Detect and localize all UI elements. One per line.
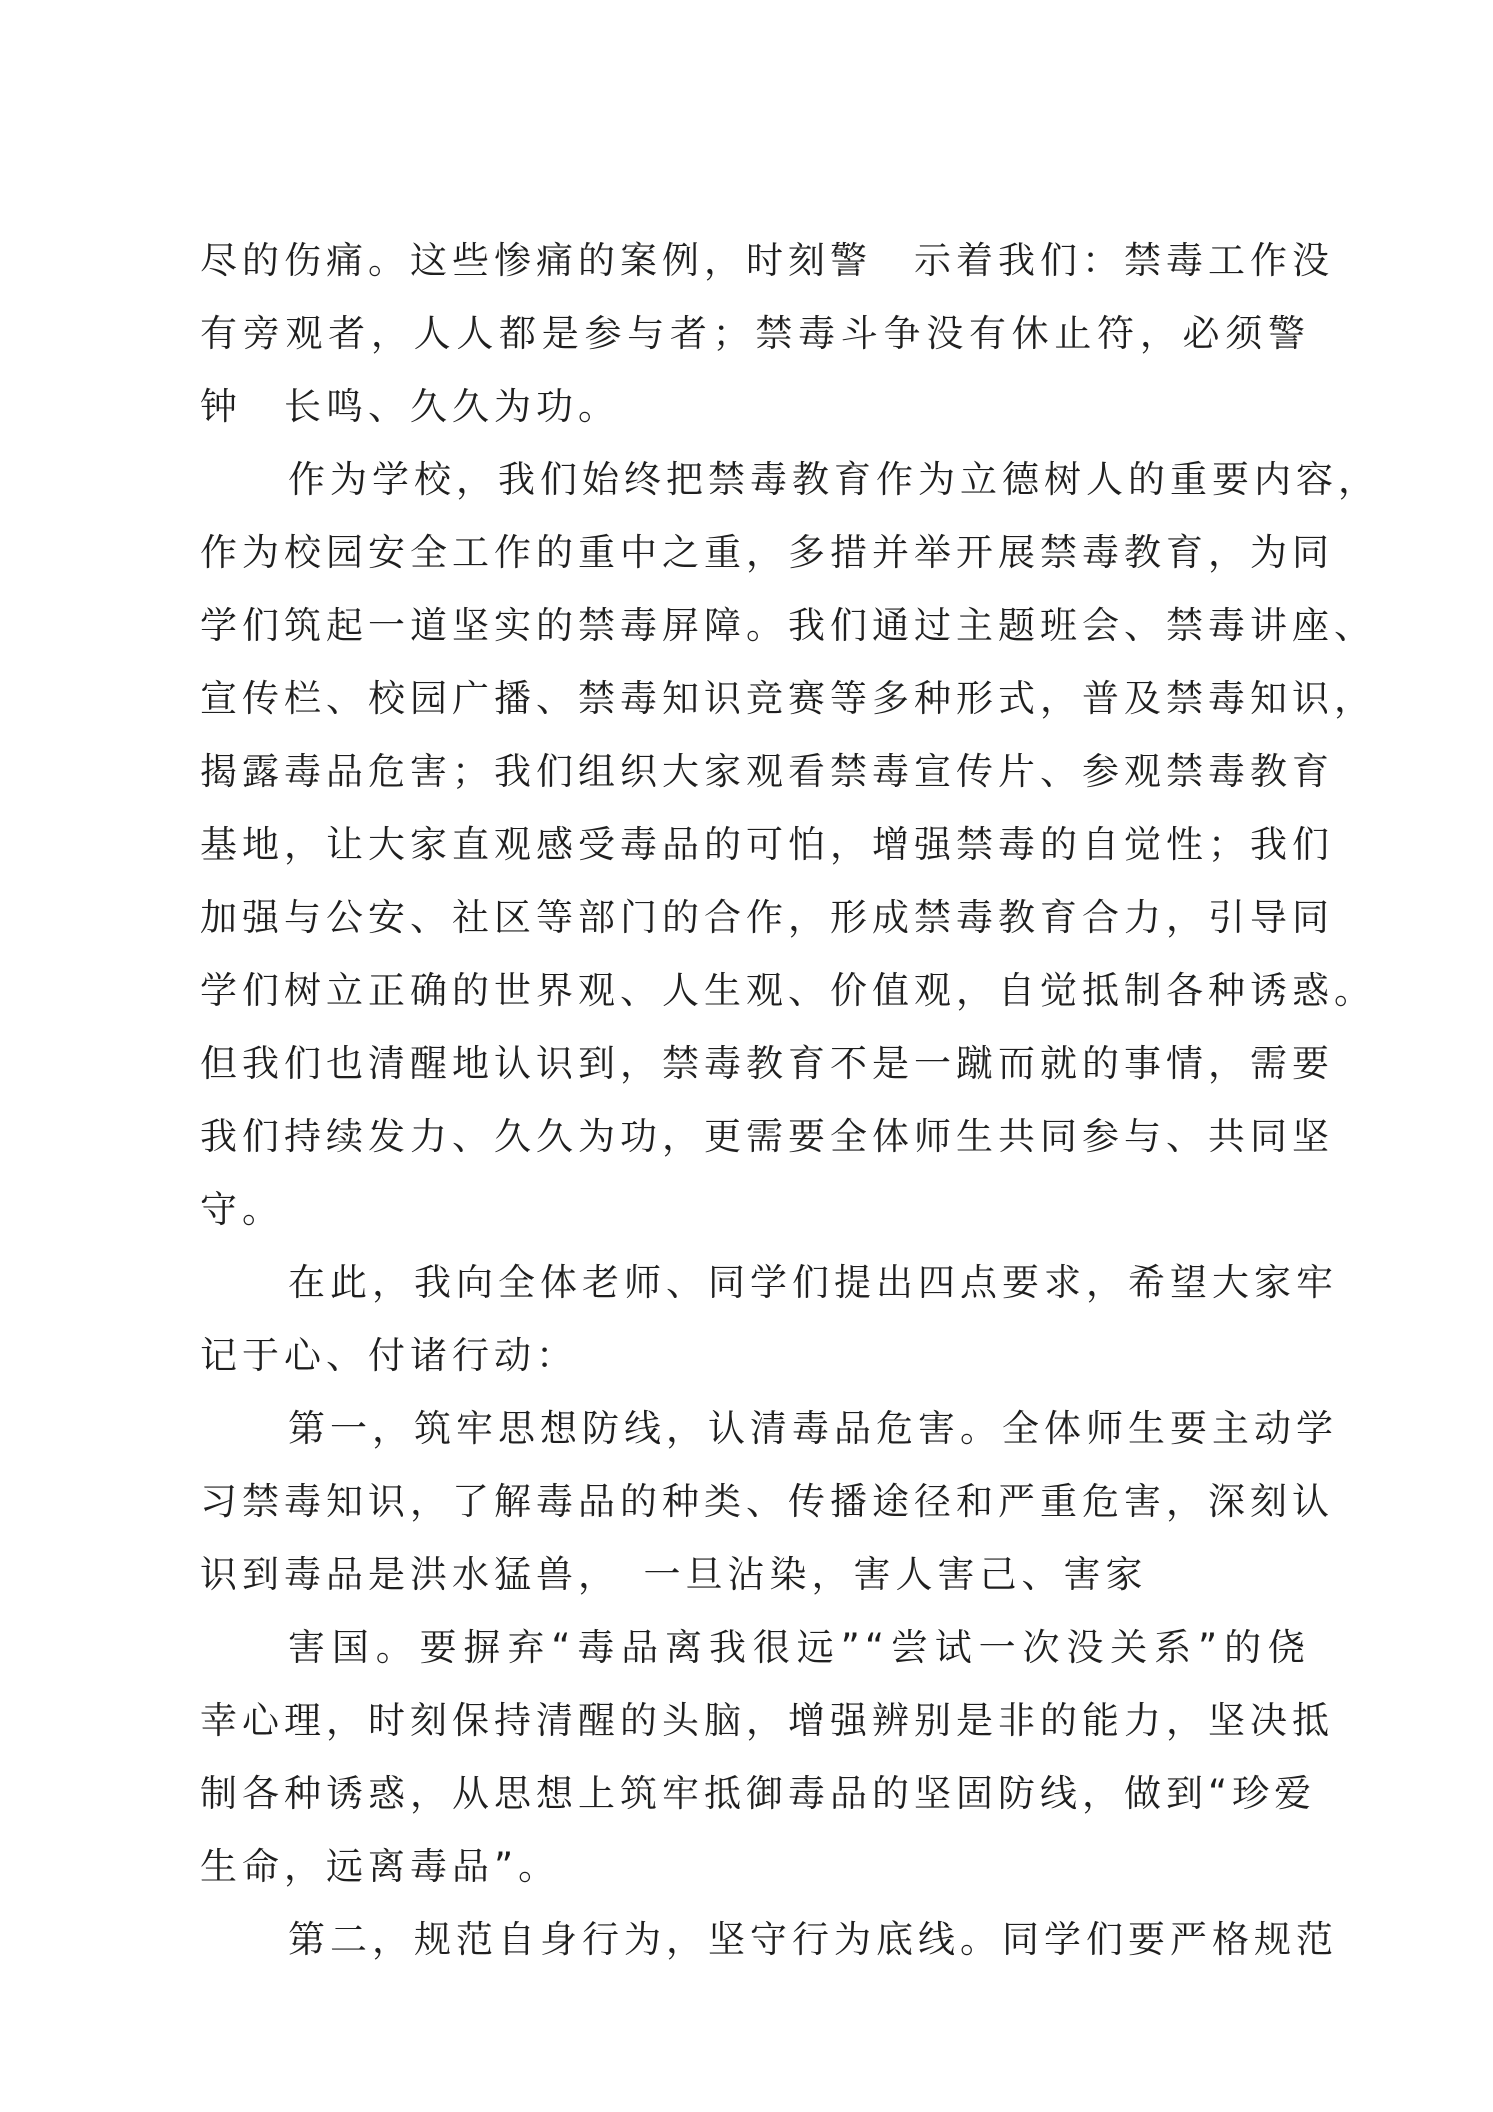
text-line: 幸心理，时刻保持清醒的头脑，增强辨别是非的能力，坚决抵: [200, 1699, 1334, 1742]
text-line: 基地，让大家直观感受毒品的可怕，增强禁毒的自觉性；我们: [200, 823, 1334, 866]
text-line: 在此，我向全体老师、同学们提出四点要求，希望大家牢: [288, 1261, 1338, 1304]
text-line: 钟 长鸣、久久为功。: [200, 385, 620, 428]
text-line: 识到毒品是洪水猛兽， 一旦沾染，害人害己、害家: [200, 1553, 1148, 1596]
text-line: 习禁毒知识，了解毒品的种类、传播途径和严重危害，深刻认: [200, 1480, 1334, 1523]
text-line: 作为学校，我们始终把禁毒教育作为立德树人的重要内容，: [288, 458, 1380, 501]
text-line: 学们树立正确的世界观、人生观、价值观，自觉抵制各种诱惑。: [200, 969, 1376, 1012]
text-line: 但我们也清醒地认识到，禁毒教育不是一蹴而就的事情，需要: [200, 1042, 1334, 1085]
text-line: 第二，规范自身行为，坚守行为底线。同学们要严格规范: [288, 1918, 1338, 1961]
text-line: 学们筑起一道坚实的禁毒屏障。我们通过主题班会、禁毒讲座、: [200, 604, 1376, 647]
text-line: 加强与公安、社区等部门的合作，形成禁毒教育合力，引导同: [200, 896, 1334, 939]
text-line: 宣传栏、校园广播、禁毒知识竞赛等多种形式，普及禁毒知识，: [200, 677, 1376, 720]
text-line: 记于心、付诸行动：: [200, 1334, 578, 1377]
text-line: 第一，筑牢思想防线，认清毒品危害。全体师生要主动学: [288, 1407, 1338, 1450]
document-body: [200, 224, 1380, 1976]
text-line: 我们持续发力、久久为功，更需要全体师生共同参与、共同坚: [200, 1115, 1334, 1158]
text-line: 害国。要摒弃“毒品离我很远”“尝试一次没关系”的侥: [288, 1626, 1310, 1669]
text-line: 生命，远离毒品”。: [200, 1845, 561, 1888]
text-line: 有旁观者，人人都是参与者；禁毒斗争没有休止符，必须警: [200, 312, 1310, 355]
text-line: 揭露毒品危害；我们组织大家观看禁毒宣传片、参观禁毒教育: [200, 750, 1334, 793]
text-line: 作为校园安全工作的重中之重，多措并举开展禁毒教育，为同: [200, 531, 1334, 574]
text-line: 制各种诱惑，从思想上筑牢抵御毒品的坚固防线，做到“珍爱: [200, 1772, 1317, 1815]
text-line: 守。: [200, 1188, 284, 1231]
text-line: 尽的伤痛。这些惨痛的案例，时刻警 示着我们：禁毒工作没: [200, 239, 1334, 282]
